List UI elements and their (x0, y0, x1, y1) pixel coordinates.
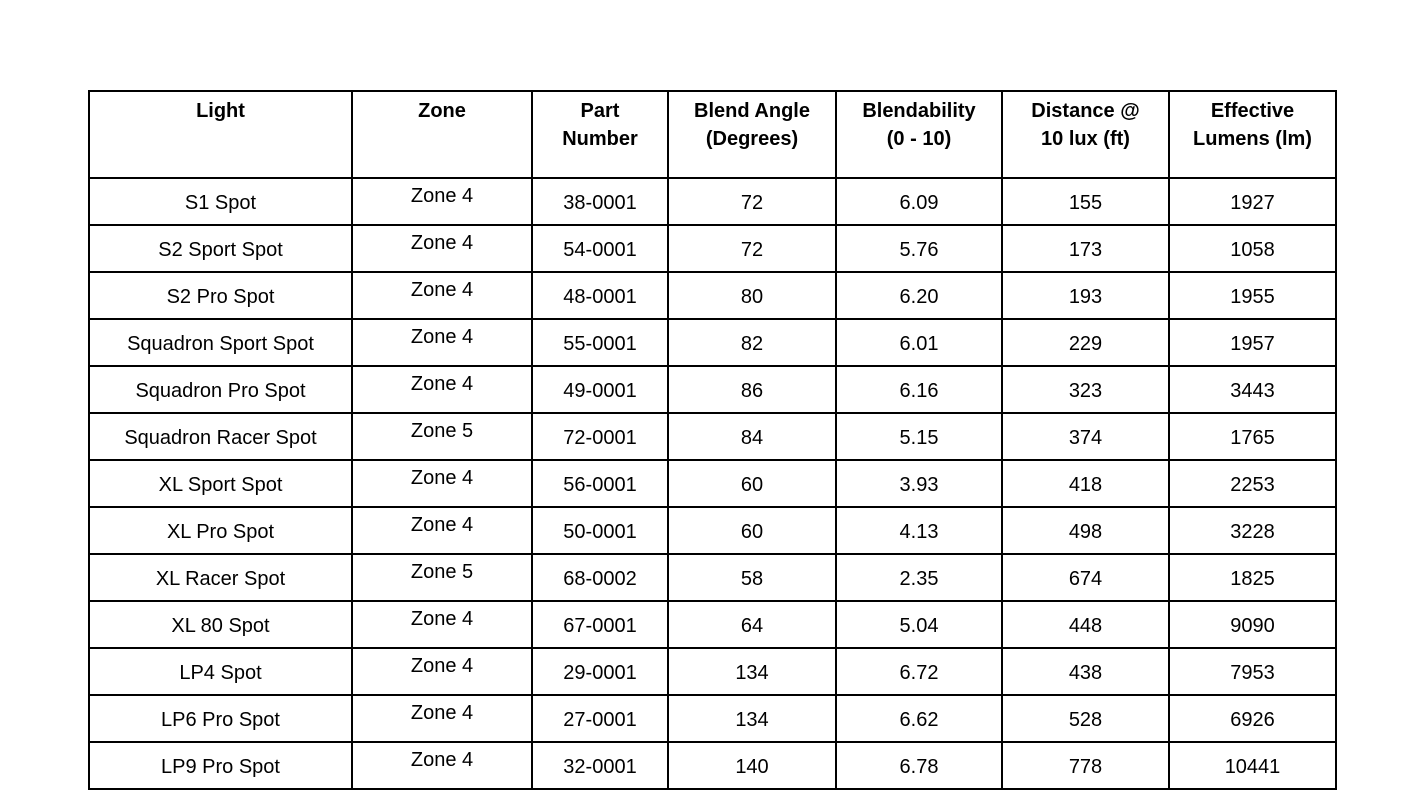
table-row (89, 460, 1336, 507)
distance-cell: 498 (1002, 507, 1169, 554)
lumens-cell: 9090 (1169, 601, 1336, 648)
header-row (89, 91, 1336, 178)
blendability-cell: 6.09 (836, 178, 1002, 225)
lumens-cell: 1927 (1169, 178, 1336, 225)
distance-cell: 438 (1002, 648, 1169, 695)
light-cell: LP4 Spot (89, 648, 352, 695)
part-number-cell: 56-0001 (532, 460, 668, 507)
distance-cell: 323 (1002, 366, 1169, 413)
column-header-blendability (836, 91, 1002, 178)
column-header-blend-angle (668, 91, 836, 178)
column-header-line: Distance @ (1031, 100, 1140, 122)
spot-light-spec-table (88, 90, 1337, 790)
blendability-cell: 3.93 (836, 460, 1002, 507)
part-number-cell: 50-0001 (532, 507, 668, 554)
table-row (89, 507, 1336, 554)
light-cell: Squadron Racer Spot (89, 413, 352, 460)
distance-cell: 674 (1002, 554, 1169, 601)
distance-cell: 448 (1002, 601, 1169, 648)
blendability-cell: 2.35 (836, 554, 1002, 601)
light-cell: XL 80 Spot (89, 601, 352, 648)
blend-angle-cell: 86 (668, 366, 836, 413)
blend-angle-cell: 72 (668, 225, 836, 272)
part-number-cell: 48-0001 (532, 272, 668, 319)
zone-cell: Zone 4 (352, 648, 532, 695)
lumens-cell: 1825 (1169, 554, 1336, 601)
part-number-cell: 55-0001 (532, 319, 668, 366)
light-cell: XL Sport Spot (89, 460, 352, 507)
distance-cell: 374 (1002, 413, 1169, 460)
table-row (89, 413, 1336, 460)
light-cell: Squadron Pro Spot (89, 366, 352, 413)
column-header-line: Zone (418, 100, 466, 122)
blendability-cell: 5.15 (836, 413, 1002, 460)
column-header-line: (Degrees) (705, 128, 799, 150)
column-header-line: Lumens (lm) (1193, 128, 1312, 150)
column-header-lumens (1169, 91, 1336, 178)
blendability-cell: 6.78 (836, 742, 1002, 789)
light-cell: XL Racer Spot (89, 554, 352, 601)
zone-cell: Zone 4 (352, 366, 532, 413)
lumens-cell: 10441 (1169, 742, 1336, 789)
column-header-line: Part (580, 100, 620, 122)
zone-cell: Zone 4 (352, 225, 532, 272)
column-header-line: Effective (1210, 100, 1295, 122)
light-cell: S1 Spot (89, 178, 352, 225)
part-number-cell: 29-0001 (532, 648, 668, 695)
blend-angle-cell: 134 (668, 648, 836, 695)
table-row (89, 554, 1336, 601)
part-number-cell: 49-0001 (532, 366, 668, 413)
lumens-cell: 2253 (1169, 460, 1336, 507)
zone-cell: Zone 4 (352, 272, 532, 319)
blendability-cell: 4.13 (836, 507, 1002, 554)
zone-cell: Zone 4 (352, 742, 532, 789)
distance-cell: 155 (1002, 178, 1169, 225)
blendability-cell: 5.76 (836, 225, 1002, 272)
blendability-cell: 6.20 (836, 272, 1002, 319)
light-cell: XL Pro Spot (89, 507, 352, 554)
distance-cell: 173 (1002, 225, 1169, 272)
part-number-cell: 32-0001 (532, 742, 668, 789)
lumens-cell: 6926 (1169, 695, 1336, 742)
column-header-line: Number (562, 128, 638, 150)
table-row (89, 319, 1336, 366)
blend-angle-cell: 140 (668, 742, 836, 789)
table-body (89, 178, 1336, 789)
zone-cell: Zone 4 (352, 319, 532, 366)
part-number-cell: 68-0002 (532, 554, 668, 601)
zone-cell: Zone 4 (352, 601, 532, 648)
column-header-distance (1002, 91, 1169, 178)
light-cell: S2 Sport Spot (89, 225, 352, 272)
column-header-line: Light (196, 100, 245, 122)
table-row (89, 742, 1336, 789)
part-number-cell: 72-0001 (532, 413, 668, 460)
lumens-cell: 1957 (1169, 319, 1336, 366)
zone-cell: Zone 4 (352, 695, 532, 742)
table-row (89, 648, 1336, 695)
column-header-line: Blendability (862, 100, 976, 122)
lumens-cell: 3228 (1169, 507, 1336, 554)
column-header-part-number (532, 91, 668, 178)
zone-cell: Zone 4 (352, 178, 532, 225)
table-header (89, 91, 1336, 178)
light-cell: LP9 Pro Spot (89, 742, 352, 789)
zone-cell: Zone 5 (352, 554, 532, 601)
lumens-cell: 1955 (1169, 272, 1336, 319)
column-header-light (89, 91, 352, 178)
blend-angle-cell: 64 (668, 601, 836, 648)
table-row (89, 272, 1336, 319)
column-header-zone (352, 91, 532, 178)
blend-angle-cell: 134 (668, 695, 836, 742)
column-header-line: 10 lux (ft) (1041, 128, 1130, 150)
blend-angle-cell: 58 (668, 554, 836, 601)
blendability-cell: 6.62 (836, 695, 1002, 742)
blendability-cell: 5.04 (836, 601, 1002, 648)
blend-angle-cell: 72 (668, 178, 836, 225)
blendability-cell: 6.16 (836, 366, 1002, 413)
distance-cell: 528 (1002, 695, 1169, 742)
zone-cell: Zone 5 (352, 413, 532, 460)
blendability-cell: 6.01 (836, 319, 1002, 366)
table-row (89, 225, 1336, 272)
lumens-cell: 3443 (1169, 366, 1336, 413)
part-number-cell: 54-0001 (532, 225, 668, 272)
zone-cell: Zone 4 (352, 460, 532, 507)
blend-angle-cell: 82 (668, 319, 836, 366)
light-cell: LP6 Pro Spot (89, 695, 352, 742)
column-header-line: Blend Angle (694, 100, 810, 122)
lumens-cell: 7953 (1169, 648, 1336, 695)
blendability-cell: 6.72 (836, 648, 1002, 695)
blend-angle-cell: 84 (668, 413, 836, 460)
part-number-cell: 38-0001 (532, 178, 668, 225)
light-cell: Squadron Sport Spot (89, 319, 352, 366)
distance-cell: 778 (1002, 742, 1169, 789)
blend-angle-cell: 80 (668, 272, 836, 319)
table-row (89, 601, 1336, 648)
distance-cell: 193 (1002, 272, 1169, 319)
column-header-line: (0 - 10) (886, 128, 952, 150)
part-number-cell: 67-0001 (532, 601, 668, 648)
lumens-cell: 1058 (1169, 225, 1336, 272)
distance-cell: 418 (1002, 460, 1169, 507)
lumens-cell: 1765 (1169, 413, 1336, 460)
distance-cell: 229 (1002, 319, 1169, 366)
table-row (89, 695, 1336, 742)
zone-cell: Zone 4 (352, 507, 532, 554)
light-cell: S2 Pro Spot (89, 272, 352, 319)
part-number-cell: 27-0001 (532, 695, 668, 742)
blend-angle-cell: 60 (668, 507, 836, 554)
table-row (89, 178, 1336, 225)
blend-angle-cell: 60 (668, 460, 836, 507)
table-row (89, 366, 1336, 413)
